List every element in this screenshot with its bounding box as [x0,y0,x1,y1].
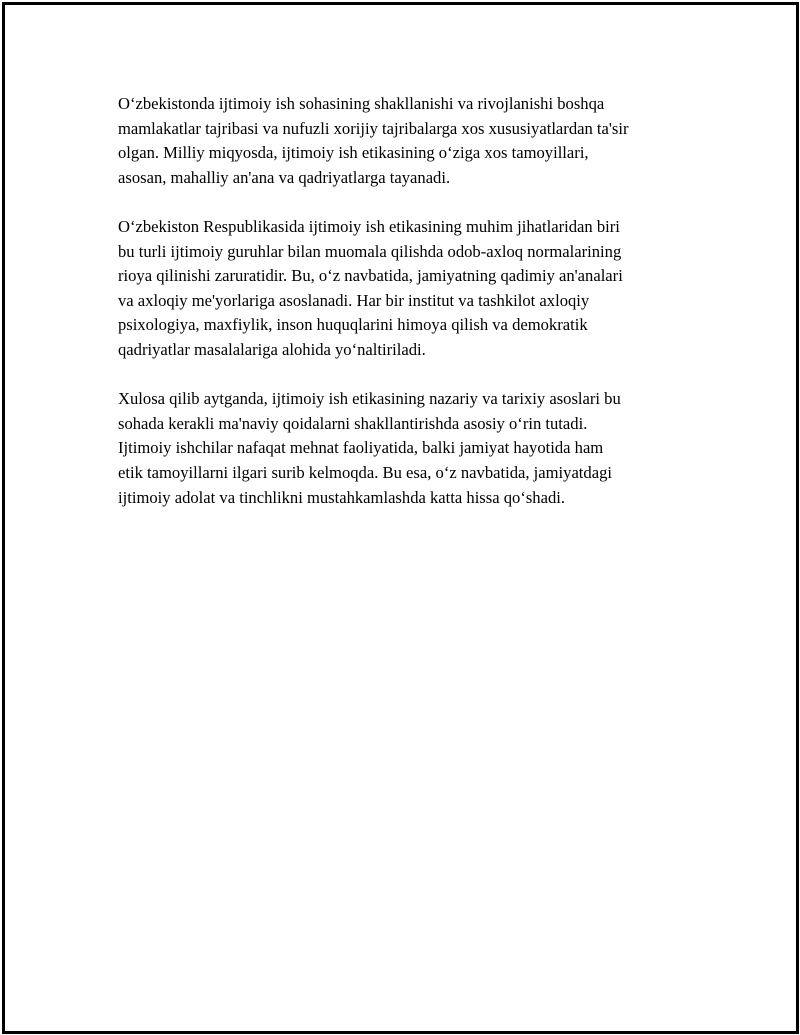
paragraph-intro: O‘zbekistonda ijtimoiy ish sohasining shakllanishi va rivojlanishi boshqa mamlakatlar tajribasi va nufuzli xorijiy tajribalarga xos xususiyatlardan ta'sir olgan. Milliy miqyosda, ijtimoiy ish etikasining o‘ziga xos tamoyillari, asosan, mahalliy an'ana va qadriyatlarga tayanadi. [118,94,629,187]
document-body [118,92,698,535]
paragraph-conclusion: Xulosa qilib aytganda, ijtimoiy ish etikasining nazariy va tarixiy asoslari bu sohada kerakli ma'naviy qoidalarni shakllantirishda asosiy o‘rin tutadi. Ijtimoiy ishchilar nafaqat mehnat faoliyatida, balki jamiyat hayotida ham etik tamoyillarni ilgari surib kelmoqda. Bu esa, o‘z navbatida, jamiyatdagi ijtimoiy adolat va tinchlikni mustahkamlashda katta hissa qo‘shadi. [118,389,621,507]
paragraph-republic-ethics: O‘zbekiston Respublikasida ijtimoiy ish etikasining muhim jihatlaridan biri bu turli ijtimoiy guruhlar bilan muomala qilishda odob-axloq normalarining rioya qilinishi zaruratidir. Bu, o‘z navbatida, jamiyatning qadimiy an'analari va axloqiy me'yorlariga asoslanadi. Har bir institut va tashkilot axloqiy psixologiya, maxfiylik, inson huquqlarini himoya qilish va demokratik qadriyatlar masalalariga alohida yo‘naltiriladi. [118,216,623,359]
